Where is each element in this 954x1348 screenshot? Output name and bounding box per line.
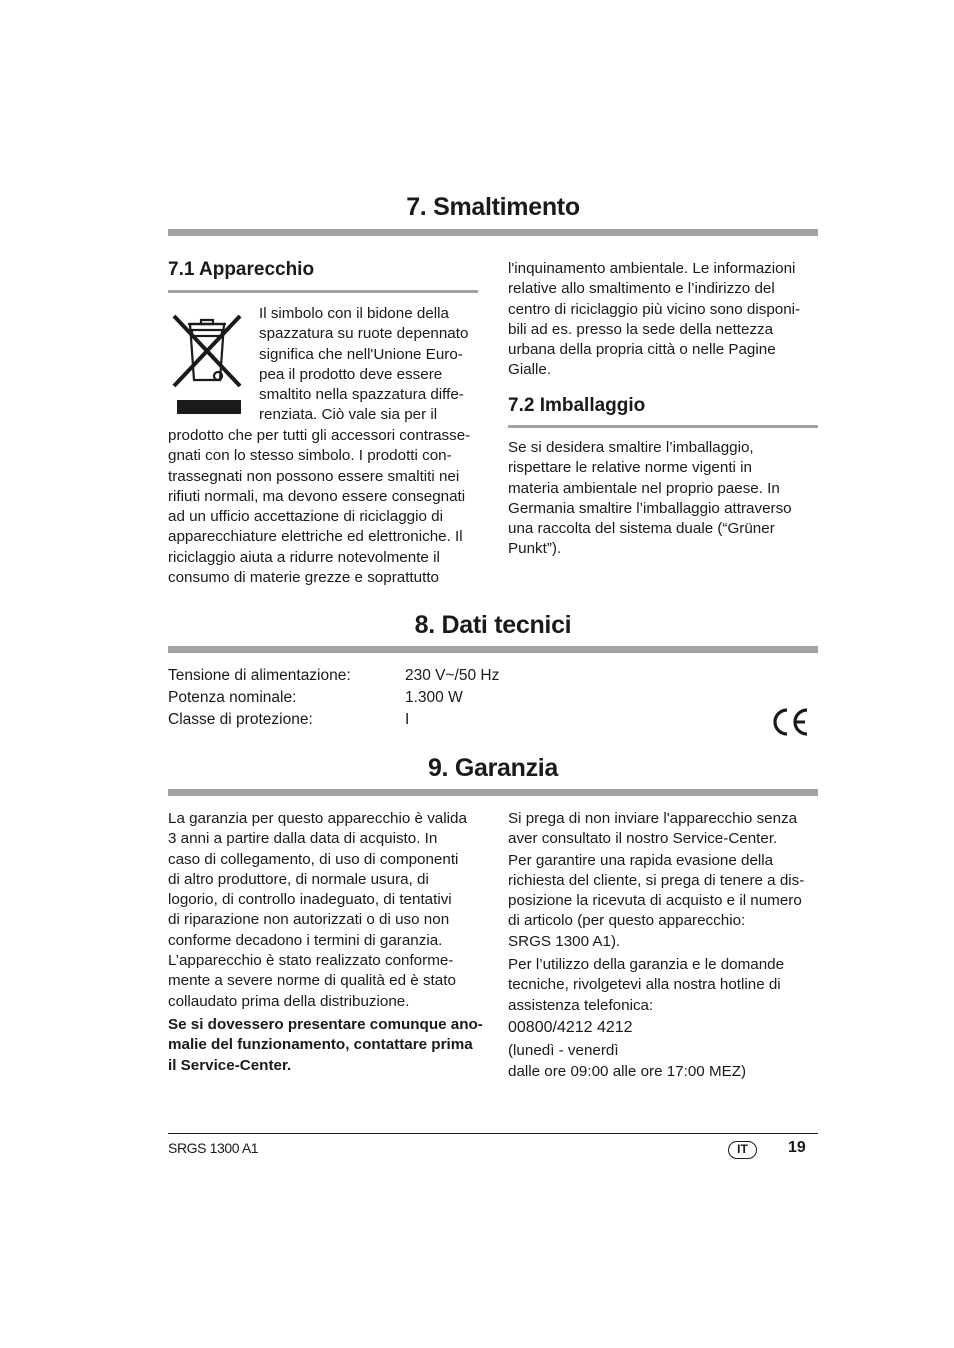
text-line-bold: il Service-Center. <box>168 1056 292 1074</box>
text-line: L’apparecchio è stato realizzato conforme- <box>168 952 454 970</box>
text-line: conforme decadono i termini di garanzia. <box>168 931 443 949</box>
spec-row <box>168 709 568 731</box>
text-line: trassegnati non possono essere smaltiti nei <box>168 467 460 485</box>
footer-rule <box>168 1133 818 1134</box>
spec-label: Potenza nominale: <box>168 689 297 706</box>
text-line: bili ad es. presso la sede della nettezza <box>508 320 774 338</box>
text-line: La garanzia per questo apparecchio è valida <box>168 810 467 827</box>
section-9-title: 9. Garanzia <box>427 754 559 782</box>
text-line: Per garantire una rapida evasione della <box>508 851 774 869</box>
text-line: renziata. Ciò vale sia per il <box>259 406 438 424</box>
weee-bin-icon <box>168 308 248 420</box>
spec-row <box>168 665 568 687</box>
subsection-7-1-rule <box>168 290 478 293</box>
text-line: richiesta del cliente, si prega di tenere a dis- <box>508 871 805 889</box>
text-line: prodotto che per tutti gli accessori contrasse- <box>168 427 471 444</box>
text-line: centro di riciclaggio più vicino sono disponi- <box>508 300 801 318</box>
text-line: rifiuti normali, ma devono essere consegnati <box>168 487 466 505</box>
text-line: smaltito nella spazzatura diffe- <box>259 386 464 404</box>
text-line: pea il prodotto deve essere <box>259 365 443 383</box>
paragraph-9-left <box>168 809 483 1076</box>
text-line: Per l’utilizzo della garanzia e le domande <box>508 956 785 974</box>
hotline-phone: 00800/4212 4212 <box>508 1018 633 1036</box>
text-line: Germania smaltire l’imballaggio attraverso <box>508 499 792 517</box>
spec-value: 230 V~/50 Hz <box>405 667 500 684</box>
footer-model: SRGS 1300 A1 <box>168 1140 259 1156</box>
spec-row <box>168 687 568 709</box>
subsection-7-2-title: 7.2 Imballaggio <box>508 395 646 416</box>
text-line-bold: Se si dovessero presentare comunque ano- <box>168 1015 483 1033</box>
language-badge: IT <box>728 1141 757 1159</box>
text-line: di riparazione non autorizzati o di uso non <box>168 911 450 929</box>
text-line: Il simbolo con il bidone della <box>259 305 449 322</box>
text-line: rispettare le relative norme vigenti in <box>508 459 752 477</box>
text-line: di articolo (per questo apparecchio: <box>508 912 746 930</box>
text-line: collaudato prima della distribuzione. <box>168 992 410 1010</box>
section-7-rule <box>168 229 818 236</box>
text-line: relative allo smaltimento e l’indirizzo del <box>508 280 775 298</box>
spec-value: 1.300 W <box>405 689 463 706</box>
text-line: una raccolta del sistema duale (“Grüner <box>508 520 775 538</box>
text-line: aver consultato il nostro Service-Center. <box>508 830 778 848</box>
text-line: ad un ufficio accettazione di riciclaggio di <box>168 508 443 526</box>
text-line: Punkt”). <box>508 540 562 558</box>
text-line: significa che nell'Unione Euro- <box>259 345 463 363</box>
text-line: spazzatura su ruote depennato <box>259 325 469 343</box>
paragraph-7-1-full <box>168 426 478 588</box>
section-8-title: 8. Dati tecnici <box>414 611 572 639</box>
ce-mark-icon <box>770 706 810 738</box>
section-8-rule <box>168 646 818 653</box>
paragraph-7-1-wrapped <box>259 304 478 426</box>
text-line: l'inquinamento ambientale. Le informazioni <box>508 260 796 277</box>
paragraph-7-1-continued <box>508 259 818 381</box>
text-line: SRGS 1300 A1). <box>508 932 621 950</box>
spec-label: Tensione di alimentazione: <box>168 667 351 684</box>
text-line: riciclaggio aiuta a ridurre notevolmente il <box>168 548 440 566</box>
paragraph-7-2 <box>508 438 818 560</box>
text-line: posizione la ricevuta di acquisto e il numero <box>508 892 802 910</box>
spec-value: I <box>405 711 410 728</box>
text-line: assistenza telefonica: <box>508 996 654 1014</box>
text-line: logorio, di controllo inadeguato, di tentativi <box>168 891 452 909</box>
text-line: Si prega di non inviare l'apparecchio senza <box>508 810 798 827</box>
spec-table <box>168 665 568 731</box>
text-line: tecniche, rivolgetevi alla nostra hotline di <box>508 976 781 994</box>
hotline-hours: dalle ore 09:00 alle ore 17:00 MEZ) <box>508 1062 747 1080</box>
page-number: 19 <box>788 1139 806 1156</box>
text-line: di altro produttore, di normale usura, di <box>168 870 429 888</box>
hotline-hours: (lunedì - venerdì <box>508 1042 619 1060</box>
subsection-7-2-rule <box>508 425 818 428</box>
text-line-bold: malie del funzionamento, contattare prima <box>168 1036 473 1054</box>
subsection-7-1-title: 7.1 Apparecchio <box>168 259 315 280</box>
text-line: mente a severe norme di qualità ed è stato <box>168 972 456 990</box>
text-line: Se si desidera smaltire l’imballaggio, <box>508 439 754 456</box>
spec-label: Classe di protezione: <box>168 711 313 728</box>
text-line: gnati con lo stesso simbolo. I prodotti con- <box>168 447 452 465</box>
paragraph-9-right <box>508 809 818 1082</box>
text-line: apparecchiature elettriche ed elettroniche. Il <box>168 528 463 546</box>
text-line: 3 anni a partire dalla data di acquisto. In <box>168 830 438 848</box>
text-line: consumo di materie grezze e soprattutto <box>168 569 439 587</box>
text-line: caso di collegamento, di uso di componenti <box>168 850 459 868</box>
section-7-title: 7. Smaltimento <box>406 193 580 221</box>
text-line: Gialle. <box>508 361 552 379</box>
text-line: urbana della propria città o nelle Pagine <box>508 341 776 359</box>
section-9-rule <box>168 789 818 796</box>
text-line: materia ambientale nel proprio paese. In <box>508 479 780 497</box>
